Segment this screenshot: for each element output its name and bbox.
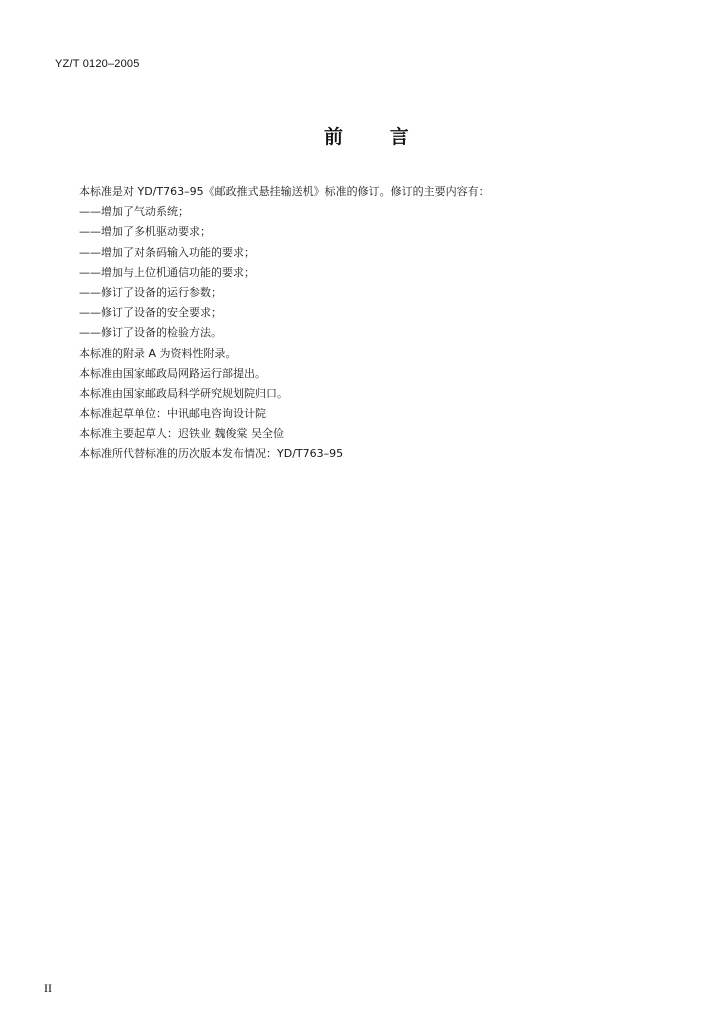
body-line-drafters: 本标准主要起草人：迟铁业 魏俊棠 吴全俭: [79, 427, 284, 441]
foreword-title: 前 言: [324, 126, 410, 148]
body-line-administrator: 本标准由国家邮政局科学研究规划院归口。: [79, 386, 288, 400]
page-number: II: [44, 981, 52, 995]
body-line-change-safety: ——修订了设备的安全要求；: [79, 306, 222, 320]
body-line-change-inspection: ——修订了设备的检验方法。: [79, 326, 222, 340]
foreword-body: [79, 182, 639, 465]
body-line-change-barcode: ——增加了对条码输入功能的要求；: [79, 245, 255, 259]
body-line-intro: 本标准是对 YD/T763–95《邮政推式悬挂输送机》标准的修订。修订的主要内容有：: [79, 185, 490, 198]
body-line-appendix: 本标准的附录 A 为资料性附录。: [79, 346, 237, 360]
body-line-version-history: 本标准所代替标准的历次版本发布情况：YD/T763–95: [79, 447, 344, 461]
standard-code-header: YZ/T 0120–2005: [55, 58, 140, 70]
body-line-change-host-comm: ——增加与上位机通信功能的要求；: [79, 265, 255, 279]
body-line-change-multi-drive: ——增加了多机驱动要求；: [79, 225, 211, 239]
body-line-proposer: 本标准由国家邮政局网路运行部提出。: [79, 366, 266, 380]
body-line-change-parameters: ——修订了设备的运行参数；: [79, 285, 222, 299]
body-line-drafting-unit: 本标准起草单位：中讯邮电咨询设计院: [79, 407, 266, 421]
body-line-change-pneumatic: ——增加了气动系统；: [79, 205, 189, 219]
